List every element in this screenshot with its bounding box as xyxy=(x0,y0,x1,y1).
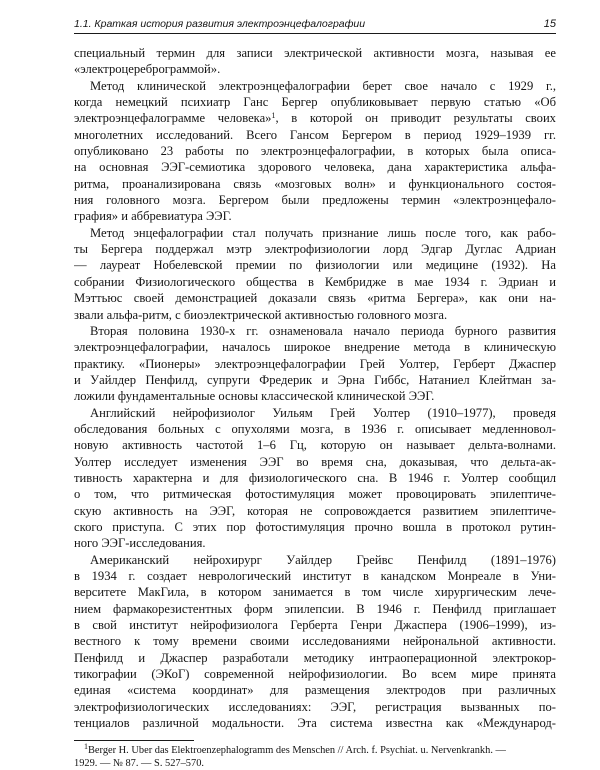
text-line xyxy=(74,584,556,600)
text-line xyxy=(74,127,556,143)
running-head-title: 1.1. Краткая история развития электроэнцефалографии xyxy=(74,18,366,30)
text-line xyxy=(74,208,556,224)
text-line-content: тенциалов различной модальности. Эта система известна как «Международ- xyxy=(74,716,556,731)
text-line-content: когда немецкий психиатр Ганс Бергер опубликовывает первую статью «Об xyxy=(74,95,556,110)
text-line-content: Уолтер исследует изменения ЭЭГ во время сна, доказывая, что дельта-ак- xyxy=(74,454,556,469)
text-line-content: скую активность на ЭЭГ, которая не сопровождается развитием эпилептиче- xyxy=(74,503,556,518)
text-line-content: ния головного мозга. Бергером были предложены термин «электроэнцефало- xyxy=(74,193,556,208)
text-line xyxy=(74,470,556,486)
text-line-content: в 1934 г. создает неврологический институт в канадском Монреале в Уни- xyxy=(74,569,556,583)
text-line xyxy=(74,633,556,649)
text-line-content: верситете МакГила, в котором занимается в том числе хирургическим лече- xyxy=(74,585,556,600)
text-line-content: звали альфа-ритм, с биоэлектрической активностью головного мозга. xyxy=(74,307,448,322)
text-line-content: «электроцереброграммой». xyxy=(74,62,221,77)
footnote-line xyxy=(74,744,556,757)
text-line-content: практику. «Пионеры» электроэнцефалографии Грей Уолтер, Герберт Джаспер xyxy=(74,356,556,371)
text-line-content: ского приступа. С этих пор фотостимуляция прочно вошла в протокол рутин- xyxy=(74,519,556,534)
text-line-content: обследования больных с опухолями мозга, в 1936 г. описывает медленновол- xyxy=(74,421,556,436)
text-line xyxy=(74,78,556,94)
text-line xyxy=(74,650,556,666)
text-line xyxy=(74,568,556,584)
text-line-content: Американский нейрохирург Уайлдер Грейвс Пенфилд (1891–1976) xyxy=(90,552,556,567)
text-line xyxy=(74,421,556,437)
text-line xyxy=(74,143,556,159)
text-line xyxy=(74,388,556,404)
text-line xyxy=(74,699,556,715)
text-line xyxy=(74,535,556,551)
text-line-content: , в которой он приводит результаты своих xyxy=(275,111,556,126)
text-line xyxy=(74,437,556,453)
text-line xyxy=(74,176,556,192)
footnote-reference: 1 xyxy=(271,111,276,121)
text-line xyxy=(74,356,556,372)
text-line xyxy=(74,617,556,633)
footnote-divider xyxy=(74,740,194,741)
footnote-text: Berger H. Uber das Elektroenzephalogramm des Menschen // Arch. f. Psychiat. u. Nervenkrankh. — xyxy=(88,745,506,757)
text-line xyxy=(74,372,556,388)
text-line-content: тивность характерна и для физиологического сна. В 1946 г. Уолтер сообщил xyxy=(74,470,556,485)
running-head xyxy=(74,14,556,34)
text-line-content: вестного к тому времени своими исследованиями нейрональной активности. xyxy=(74,634,556,649)
text-line-content: многолетних исследований. Всего Гансом Бергером в период 1929–1939 гг. xyxy=(74,127,556,142)
text-line-content: ложили фундаментальные основы классической клинической ЭЭГ. xyxy=(74,389,435,404)
text-line xyxy=(74,454,556,470)
text-line xyxy=(74,601,556,617)
text-line xyxy=(74,45,556,61)
text-line-content: — лауреат Нобелевской премии по физиологии или медицине (1932). На xyxy=(74,258,556,273)
text-line-content: графия» и аббревиатура ЭЭГ. xyxy=(74,209,232,224)
text-line xyxy=(74,666,556,682)
text-line xyxy=(74,241,556,257)
text-line-content: электроэнцефалограмме человека» xyxy=(74,111,272,126)
text-line xyxy=(74,339,556,355)
text-line-content: электроэнцефалографии, началось широкое внедрение метода в клиническую xyxy=(74,340,556,355)
text-line-content: и Уайлдер Пенфилд, супруги Фредерик и Эрна Гиббс, Натаниел Клейтман за- xyxy=(74,372,556,387)
text-line-content: ного ЭЭГ-исследования. xyxy=(74,536,206,551)
text-line xyxy=(74,61,556,77)
footnote-text: 1929. — № 87. — S. 527–570. xyxy=(74,758,204,770)
text-line-content: Английский нейрофизиолог Уильям Грей Уолтер (1910–1977), проведя xyxy=(90,405,556,420)
text-line xyxy=(74,519,556,535)
text-line xyxy=(74,682,556,698)
text-line-content: электрофизиологических исследованиях: ЭЭГ, регистрация вызванных по- xyxy=(74,699,556,714)
text-line xyxy=(74,225,556,241)
text-line-content: единая «система координат» для размещения электродов при различных xyxy=(74,683,556,698)
text-line xyxy=(74,159,556,175)
footnote-line xyxy=(74,757,556,770)
text-line xyxy=(74,323,556,339)
text-line-content: новую активность частотой 1–6 Гц, которую он называет дельта-волнами. xyxy=(74,438,556,453)
text-line-content: собрании Физиологического общества в Кембридже в мае 1934 г. Эдриан и xyxy=(74,274,556,289)
text-line-content: ритма, проанализирована связь «мозговых волн» и функционального состоя- xyxy=(74,176,556,191)
text-line-content: тикографии (ЭКоГ) современной нейрофизиологии. Во всем мире принята xyxy=(74,667,556,682)
text-line-content: в свой институт нейрофизиолога Герберта Генри Джаспера (1906–1999), из- xyxy=(74,618,556,633)
text-line xyxy=(74,552,556,568)
text-line-content: Метод клинической электроэнцефалографии берет свое начало с 1929 г., xyxy=(90,78,556,93)
text-line xyxy=(74,503,556,519)
text-line-content: нием фармакорезистентных форм эпилепсии. В 1946 г. Пенфилд приглашает xyxy=(74,601,556,616)
text-line xyxy=(74,290,556,306)
text-line xyxy=(74,257,556,273)
text-line-content: Метод энцефалографии стал получать признание лишь после того, как рабо- xyxy=(90,225,556,240)
text-line xyxy=(74,110,556,126)
text-line xyxy=(74,94,556,110)
text-line-content: специальный термин для записи электрической активности мозга, называя ее xyxy=(74,46,556,60)
text-line xyxy=(74,274,556,290)
body-text xyxy=(74,45,556,731)
text-line xyxy=(74,307,556,323)
text-line-content: ты Бергера поддержал мэтр электрофизиологии лорд Эдгар Дуглас Адриан xyxy=(74,242,556,257)
text-line-content: на основная ЭЭГ-семиотика здорового человека, дана характеристика альфа- xyxy=(74,160,556,175)
text-line-content: о том, что ритмическая фотостимуляция может провоцировать эпилептиче- xyxy=(74,487,556,502)
text-line xyxy=(74,405,556,421)
text-line xyxy=(74,192,556,208)
text-line xyxy=(74,715,556,731)
text-line xyxy=(74,486,556,502)
text-line-content: опубликовано 23 работы по электроэнцефалографии, в которых была описа- xyxy=(74,144,556,159)
text-line-content: Мэттьюс своей демонстрацией доказали связь «ритма Бергера», как они на- xyxy=(74,291,556,306)
footnote-marker: 1 xyxy=(84,742,88,752)
text-line-content: Вторая половина 1930-х гг. ознаменовала начало периода бурного развития xyxy=(90,323,556,338)
page-number: 15 xyxy=(543,18,556,30)
text-line-content: Пенфилд и Джаспер разработали методику интраоперационной электрокор- xyxy=(74,650,556,665)
